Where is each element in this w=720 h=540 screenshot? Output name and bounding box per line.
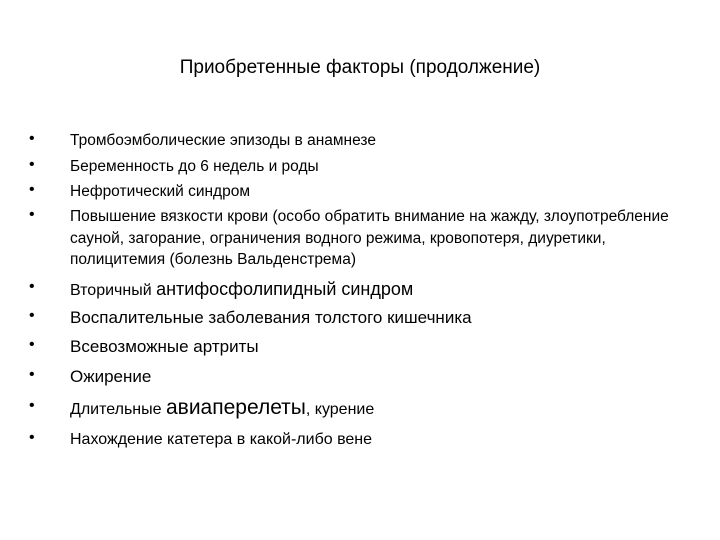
bullet-marker: • bbox=[29, 156, 35, 173]
item-text bbox=[70, 278, 700, 302]
bullet-marker: • bbox=[29, 130, 35, 147]
item-text-prefix: Вторичный bbox=[70, 282, 157, 299]
item-text: Всевозможные артриты bbox=[70, 337, 259, 356]
item-text-emphasis: авиаперелеты bbox=[165, 396, 306, 419]
bullet-marker: • bbox=[29, 429, 35, 446]
item-text: Воспалительные заболевания толстого кишечника bbox=[70, 308, 472, 327]
item-text bbox=[70, 397, 700, 421]
item-text-rest: антифосфолипидный синдром bbox=[156, 279, 414, 299]
bullet-marker: • bbox=[29, 206, 35, 223]
item-text: Ожирение bbox=[70, 367, 152, 386]
item-text: Повышение вязкости крови (особо обратить внимание на жажду, злоупотребление сауной, загорание, ограничения водного режима, кровопотеря, диуретики, полицитемия (болезнь Вальденстрема) bbox=[70, 208, 669, 268]
item-text-prefix: Длительные bbox=[70, 401, 166, 418]
item-text: Нефротический синдром bbox=[70, 183, 250, 200]
bullet-marker: • bbox=[29, 397, 35, 414]
bullet-marker: • bbox=[29, 307, 35, 324]
slide-title: Приобретенные факторы (продолжение) bbox=[179, 57, 541, 78]
bullet-marker: • bbox=[29, 366, 35, 383]
item-text: Нахождение катетера в какой-либо вене bbox=[70, 431, 373, 448]
bullet-marker: • bbox=[29, 278, 35, 295]
bullet-marker: • bbox=[29, 181, 35, 198]
bullet-marker: • bbox=[29, 336, 35, 353]
item-text: Тромбоэмболические эпизоды в анамнезе bbox=[70, 132, 376, 149]
item-text: Беременность до 6 недель и роды bbox=[70, 158, 319, 175]
item-text-suffix: , курение bbox=[305, 401, 375, 418]
